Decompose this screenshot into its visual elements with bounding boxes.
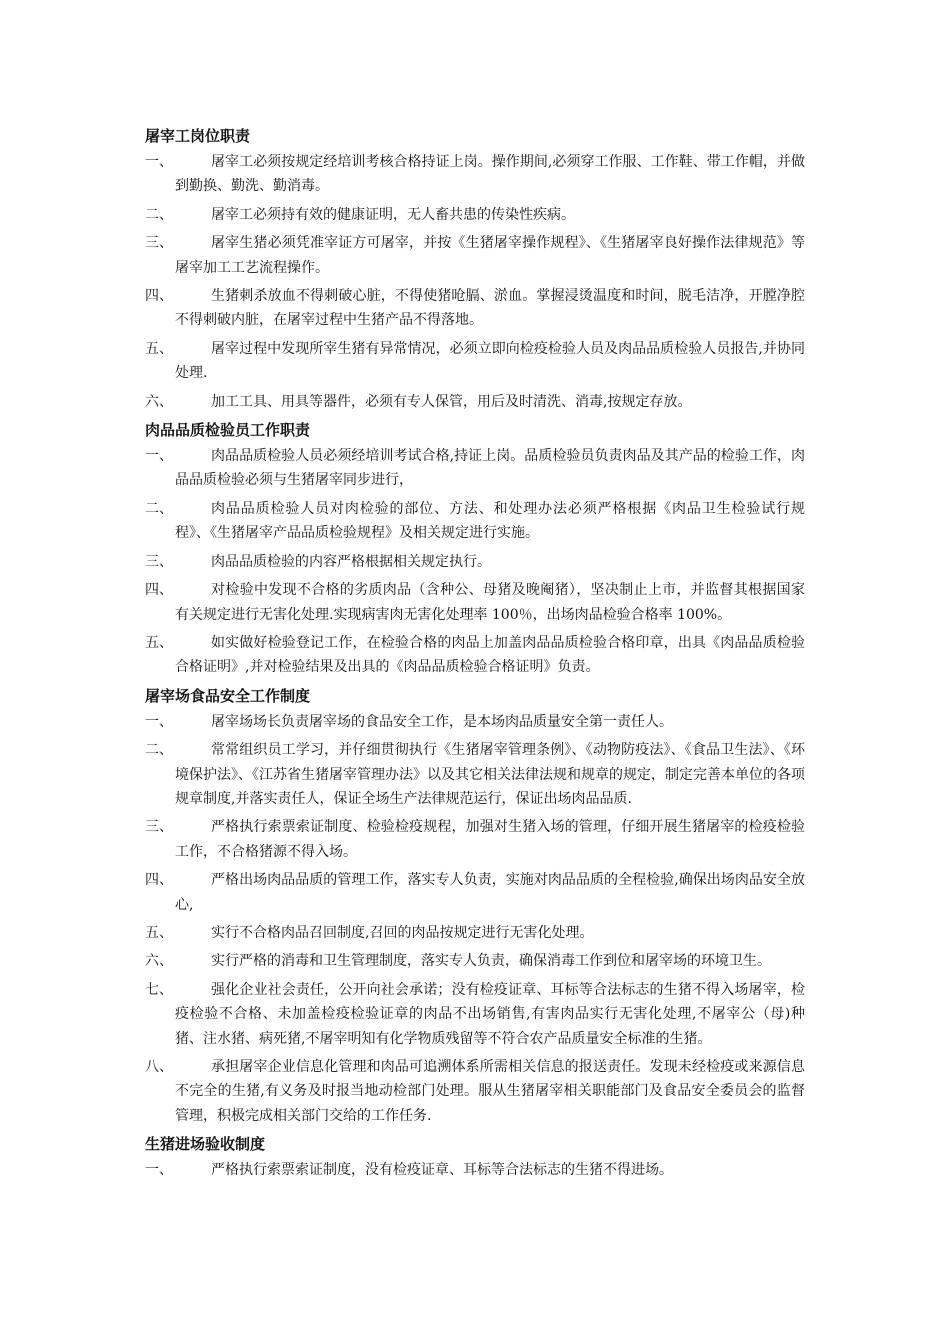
- section-heading: 生猪进场验收制度: [145, 1135, 266, 1154]
- item-text: 承担屠宰企业信息化管理和肉品可追溯体系所需相关信息的报送责任。发现未经检疫或来源信息不完全的生猪,有义务及时报当地动检部门处理。服从生猪屠宰相关职能部门及食品安全委员会的监督管理，积极完成相关部门交给的工作任务.: [175, 1059, 805, 1124]
- list-item: [145, 497, 805, 546]
- list-item: [145, 978, 805, 1051]
- list-item: [145, 550, 805, 574]
- item-number: 三、: [145, 553, 173, 570]
- list-item: [145, 150, 805, 199]
- list-item: [145, 710, 805, 734]
- section-pig-acceptance-policy: [145, 1132, 805, 1182]
- list-item: [145, 284, 805, 333]
- list-item: [145, 868, 805, 917]
- item-text: 屠宰工必须持有效的健康证明，无人畜共患的传染性疾病。: [211, 206, 575, 223]
- item-text: 屠宰过程中发现所宰生猪有异常情况，必须立即向检疫检验人员及肉品品质检验人员报告,并协同处理.: [175, 340, 805, 382]
- list-item: [145, 337, 805, 386]
- list-item: [145, 578, 805, 627]
- item-number: 一、: [145, 713, 173, 730]
- item-text: 强化企业社会责任，公开向社会承诺；没有检疫证章、耳标等合法标志的生猪不得入场屠宰，检疫检验不合格、未加盖检疫检验证章的肉品不出场销售,有害肉品实行无害化处理,不屠宰公（母)种猪、注水猪、病死猪,不屠宰明知有化学物质残留等不符合农产品质量安全标准的生猪。: [175, 981, 805, 1047]
- section-inspector-duties: [145, 418, 805, 680]
- section-heading: 屠宰工岗位职责: [145, 127, 251, 145]
- item-number: 二、: [145, 500, 173, 517]
- item-number: 二、: [145, 742, 173, 759]
- item-number: 三、: [145, 235, 173, 252]
- item-number: 五、: [145, 634, 173, 651]
- item-number: 六、: [145, 953, 173, 970]
- item-text: 屠宰生猪必须凭准宰证方可屠宰，并按《生猪屠宰操作规程》、《生猪屠宰良好操作法律规范》等屠宰加工工艺流程操作。: [175, 235, 805, 276]
- item-text: 生猪刺杀放血不得刺破心脏，不得使猪呛膈、淤血。掌握浸烫温度和时间，脱毛洁净，开膛净腔不得刺破内脏，在屠宰过程中生猪产品不得落地。: [175, 288, 805, 329]
- item-text: 肉品品质检验人员对肉检验的部位、方法、和处理办法必须严格根据《肉品卫生检验试行规程》、《生猪屠宰产品品质检验规程》及相关规定进行实施。: [175, 500, 805, 542]
- section-food-safety-policy: [145, 684, 805, 1129]
- item-number: 八、: [145, 1059, 173, 1075]
- list-item: [145, 738, 805, 811]
- list-item: [145, 444, 805, 493]
- item-number: 七、: [145, 981, 173, 998]
- item-text: 严格出场肉品品质的管理工作，落实专人负责，实施对肉品品质的全程检验,确保出场肉品安全放心,: [175, 872, 805, 913]
- item-number: 一、: [145, 448, 173, 465]
- list-item: [145, 815, 805, 864]
- item-number: 四、: [145, 582, 173, 599]
- section-butcher-duties: [145, 124, 805, 414]
- item-number: 三、: [145, 819, 173, 836]
- document-content: [145, 122, 805, 1187]
- item-number: 四、: [145, 872, 173, 889]
- section-heading: 肉品品质检验员工作职责: [145, 421, 311, 440]
- item-number: 二、: [145, 206, 173, 223]
- item-text: 屠宰场场长负责屠宰场的食品安全工作，是本场肉品质量安全第一责任人。: [211, 713, 673, 730]
- list-item: [145, 949, 805, 973]
- item-number: 五、: [145, 340, 173, 357]
- list-item: [145, 921, 805, 945]
- item-number: 四、: [145, 288, 173, 305]
- item-number: 一、: [145, 1162, 173, 1179]
- item-number: 六、: [145, 393, 173, 410]
- item-text: 严格执行索票索证制度、检验检疫规程，加强对生猪入场的管理，仔细开展生猪屠宰的检疫检验工作，不合格猪源不得入场。: [175, 819, 805, 860]
- item-number: 一、: [145, 154, 173, 170]
- item-text: 常常组织员工学习，并仔细贯彻执行《生猪屠宰管理条例》、《动物防疫法》、《食品卫生法》、《环境保护法》、《江苏省生猪屠宰管理办法》以及其它相关法律法规和规章的规定，制定完善本单位的各项规章制度,并落实责任人，保证全场生产法律规范运行，保证出场肉品品质.: [175, 742, 805, 807]
- item-text: 实行严格的消毒和卫生管理制度，落实专人负责，确保消毒工作到位和屠宰场的环境卫生。: [211, 953, 771, 970]
- list-item: [145, 1055, 805, 1128]
- item-text: 严格执行索票索证制度，没有检疫证章、耳标等合法标志的生猪不得进场。: [211, 1162, 673, 1179]
- list-item: [145, 631, 805, 680]
- item-number: 五、: [145, 924, 173, 941]
- list-item: [145, 1158, 805, 1182]
- item-text: 屠宰工必须按规定经培训考核合格持证上岗。操作期间,必须穿工作服、工作鞋、带工作帽，并做到勤换、勤洗、勤消毒。: [175, 154, 805, 195]
- section-heading: 屠宰场食品安全工作制度: [145, 686, 311, 705]
- item-text: 肉品品质检验人员必须经培训考试合格,持证上岗。品质检验员负责肉品及其产品的检验工作，肉品品质检验必须与生猪屠宰同步进行，: [175, 448, 805, 489]
- list-item: [145, 231, 805, 280]
- item-text: 如实做好检验登记工作，在检验合格的肉品上加盖肉品品质检验合格印章，出具《肉品品质检验合格证明》,并对检验结果及出具的《肉品品质检验合格证明》负责。: [175, 634, 805, 676]
- item-text: 对检验中发现不合格的劣质肉品（含种公、母猪及晚阉猪），坚决制止上市，并监督其根据国家有关规定进行无害化处理.实现病害肉无害化处理率 100％，出场肉品检验合格率 100%。: [175, 582, 805, 623]
- item-text: 实行不合格肉品召回制度,召回的肉品按规定进行无害化处理。: [211, 924, 594, 941]
- item-text: 加工工具、用具等器件，必须有专人保管，用后及时清洗、消毒,按规定存放。: [211, 393, 692, 410]
- list-item: [145, 390, 805, 414]
- list-item: [145, 203, 805, 227]
- item-text: 肉品品质检验的内容严格根据相关规定执行。: [211, 553, 491, 570]
